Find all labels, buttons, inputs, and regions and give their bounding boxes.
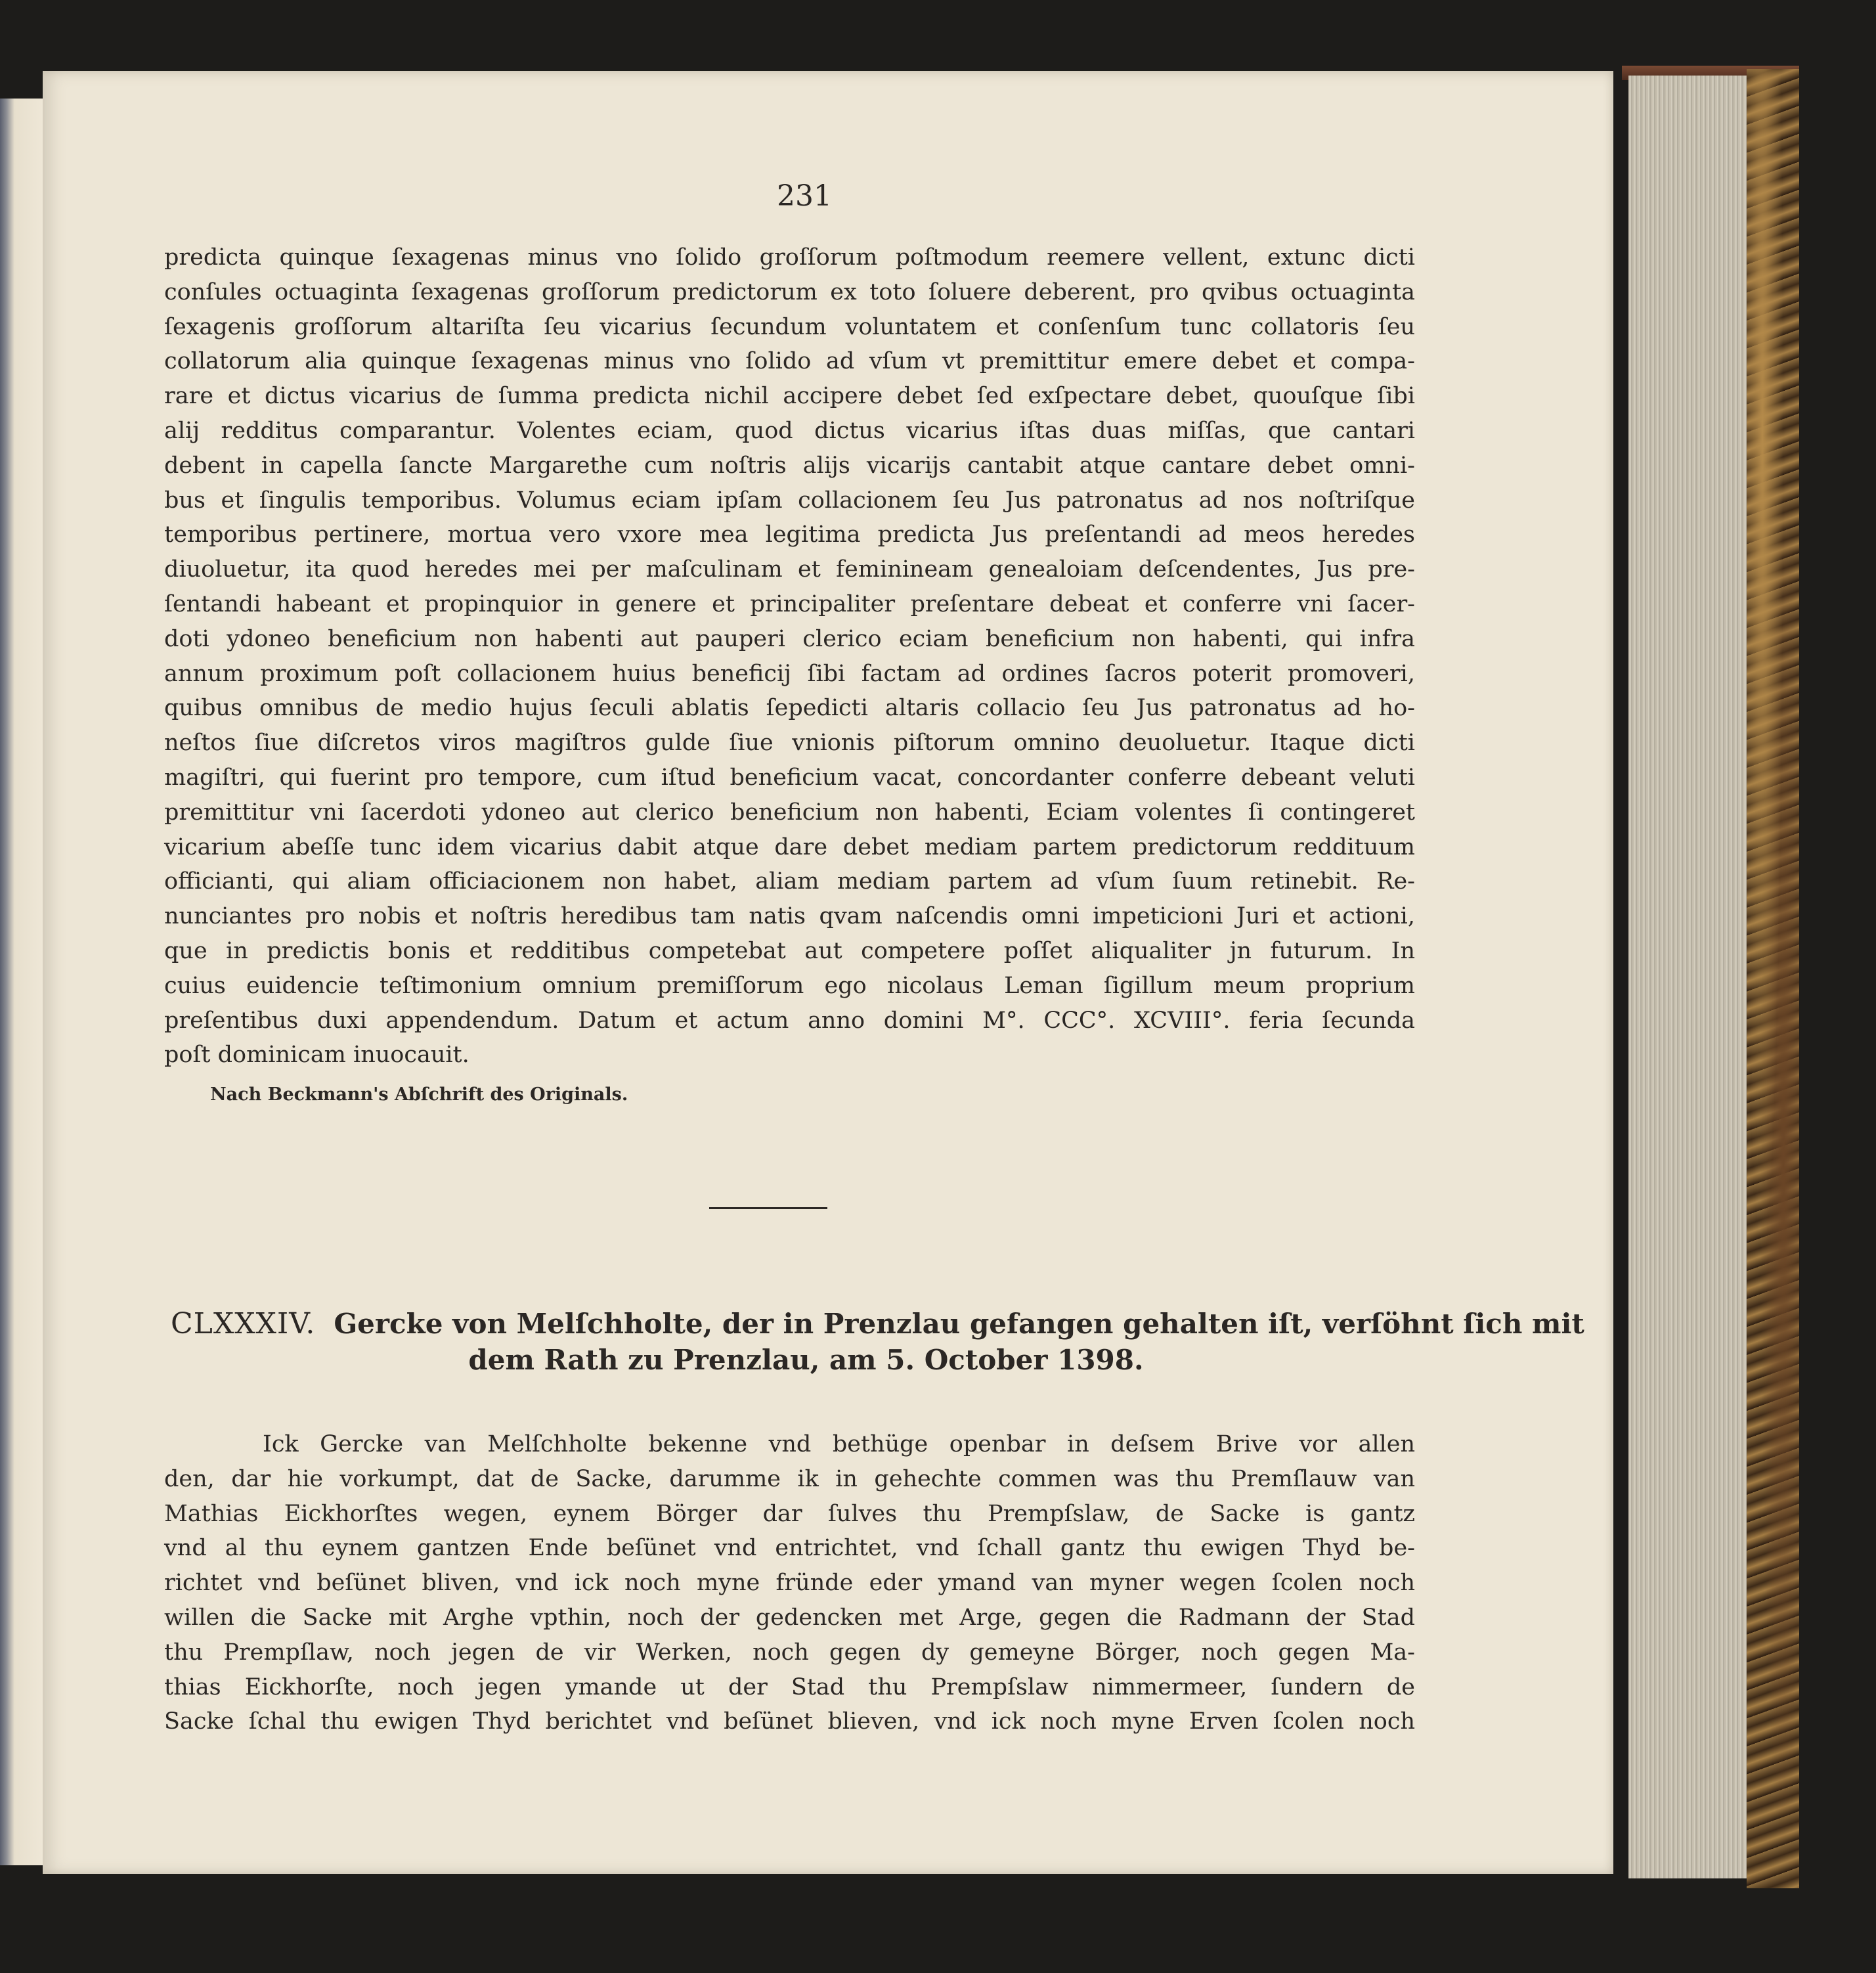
source-note: Nach Beckmann's Abſchrift des Originals. xyxy=(210,1084,628,1105)
text-line: nunciantes pro nobis et noſtris heredibus tam natis qvam naſcendis omni impeticioni Juri et actioni, xyxy=(164,903,1415,930)
text-line: ſexagenis groſſorum altariſta ſeu vicarius ſecundum voluntatem et conſenſum tunc collatoris ſeu xyxy=(164,313,1415,340)
text-line: doti ydoneo beneficium non habenti aut pauperi clerico eciam beneficium non habenti, qui infra xyxy=(164,625,1415,652)
text-line: magiſtri, qui fuerint pro tempore, cum iſtud beneficium vacat, concordanter conferre debeant veluti xyxy=(164,764,1415,791)
document-number: CLXXXIV. xyxy=(171,1307,316,1341)
document-heading xyxy=(171,1306,1584,1378)
text-line: Sacke ſchal thu ewigen Thyd berichtet vnd beſünet blieven, vnd ick noch myne Erven ſcolen noch xyxy=(164,1708,1415,1735)
text-line: poſt dominicam inuocauit. xyxy=(164,1042,469,1069)
section-divider xyxy=(709,1207,827,1209)
charter-text-continuation xyxy=(164,240,1415,1073)
heading-title-part-1: Gercke von Melſchholte, der in Prenzlau gefangen gehalten iſt, verſöhnt ſich mit xyxy=(334,1308,1584,1340)
marbled-cover xyxy=(1747,69,1799,1888)
text-line: que in predictis bonis et redditibus competebat aut competere poſſet aliqualiter jn futurum. In xyxy=(164,937,1415,964)
text-line: collatorum alia quinque ſexagenas minus vno ſolido ad vſum vt premittitur emere debet et compa- xyxy=(164,348,1415,375)
text-line: Ick Gercke van Melſchholte bekenne vnd bethüge openbar in deſsem Brive vor allen xyxy=(263,1431,1415,1457)
text-line: ſentandi habeant et propinquior in genere et principaliter preſentare debeat et conferre vni ſacer- xyxy=(164,590,1415,617)
text-line: alij redditus comparantur. Volentes eciam, quod dictus vicarius iſtas duas miſſas, que cantari xyxy=(164,417,1415,444)
text-line: richtet vnd beſünet bliven, vnd ick noch myne fründe eder ymand van myner wegen ſcolen noch xyxy=(164,1570,1415,1597)
text-line: thias Eickhorſte, noch jegen ymande ut der Stad thu Prempſslaw nimmermeer, ſundern de xyxy=(164,1674,1415,1700)
text-line: thu Prempſlaw, noch jegen de vir Werken, noch gegen dy gemeyne Börger, noch gegen Ma- xyxy=(164,1639,1415,1666)
text-line: temporibus pertinere, mortua vero vxore mea legitima predicta Jus preſentandi ad meos heredes xyxy=(164,521,1415,548)
previous-page-edge xyxy=(0,99,46,1865)
text-line: den, dar hie vorkumpt, dat de Sacke, darumme ik in gehechte commen was thu Premſlauw van xyxy=(164,1465,1415,1492)
text-line: debent in capella ſancte Margarethe cum noſtris alijs vicarijs cantabit atque cantare debet omni- xyxy=(164,452,1415,479)
text-line: cuius euidencie teſtimonium omnium premiſſorum ego nicolaus Leman ſigillum meum proprium xyxy=(164,972,1415,999)
text-line: premittitur vni ſacerdoti ydoneo aut clerico beneficium non habenti, Eciam volentes ſi contingeret xyxy=(164,799,1415,826)
text-line: rare et dictus vicarius de ſumma predicta nichil accipere debet ſed exſpectare debet, quouſque ſibi xyxy=(164,383,1415,410)
text-line: neſtos ſiue diſcretos viros magiſtros gulde ſiue vnionis piſtorum omnino deuoluetur. Itaque dicti xyxy=(164,730,1415,757)
page-number: 231 xyxy=(777,179,832,213)
text-line: vicarium abeſſe tunc idem vicarius dabit atque dare debet mediam partem predictorum reddituum xyxy=(164,833,1415,860)
page-block-edge xyxy=(1628,76,1753,1878)
text-line: vnd al thu eynem gantzen Ende beſünet vnd entrichtet, vnd ſchall gantz thu ewigen Thyd be- xyxy=(164,1535,1415,1562)
text-line: conſules octuaginta ſexagenas groſſorum predictorum ex toto ſoluere deberent, pro qvibus octuaginta xyxy=(164,278,1415,305)
charter-text xyxy=(164,1427,1415,1739)
text-line: preſentibus duxi appendendum. Datum et actum anno domini M°. CCC°. XCVIII°. feria ſecunda xyxy=(164,1007,1415,1034)
text-line: quibus omnibus de medio hujus ſeculi ablatis ſepedicti altaris collacio ſeu Jus patronatus ad ho- xyxy=(164,695,1415,722)
text-line: bus et ſingulis temporibus. Volumus eciam ipſam collacionem ſeu Jus patronatus ad nos noſtriſque xyxy=(164,487,1415,514)
text-line: annum proximum poſt collacionem huius beneficij ſibi factam ad ordines ſacros poterit promoveri, xyxy=(164,660,1415,687)
text-line: diuoluetur, ita quod heredes mei per maſculinam et femininеam genealoiam deſcendentes, Jus pre- xyxy=(164,556,1415,583)
text-line: officianti, qui aliam officiacionem non habet, aliam mediam partem ad vſum ſuum retinebit. Re- xyxy=(164,868,1415,895)
text-line: predicta quinque ſexagenas minus vno ſolido groſſorum poſtmodum reemere vellent, extunc dicti xyxy=(164,244,1415,271)
heading-line-1 xyxy=(171,1306,1584,1342)
page xyxy=(43,71,1613,1874)
text-line: Mathias Eickhorſtes wegen, eynem Börger dar ſulves thu Prempſslaw, de Sacke is gantz xyxy=(164,1500,1415,1527)
text-line: willen die Sacke mit Arghe vpthin, noch der gedencken met Arge, gegen die Radmann der Stad xyxy=(164,1604,1415,1631)
heading-title-part-2: dem Rath zu Prenzlau, am 5. October 1398. xyxy=(468,1344,1144,1376)
